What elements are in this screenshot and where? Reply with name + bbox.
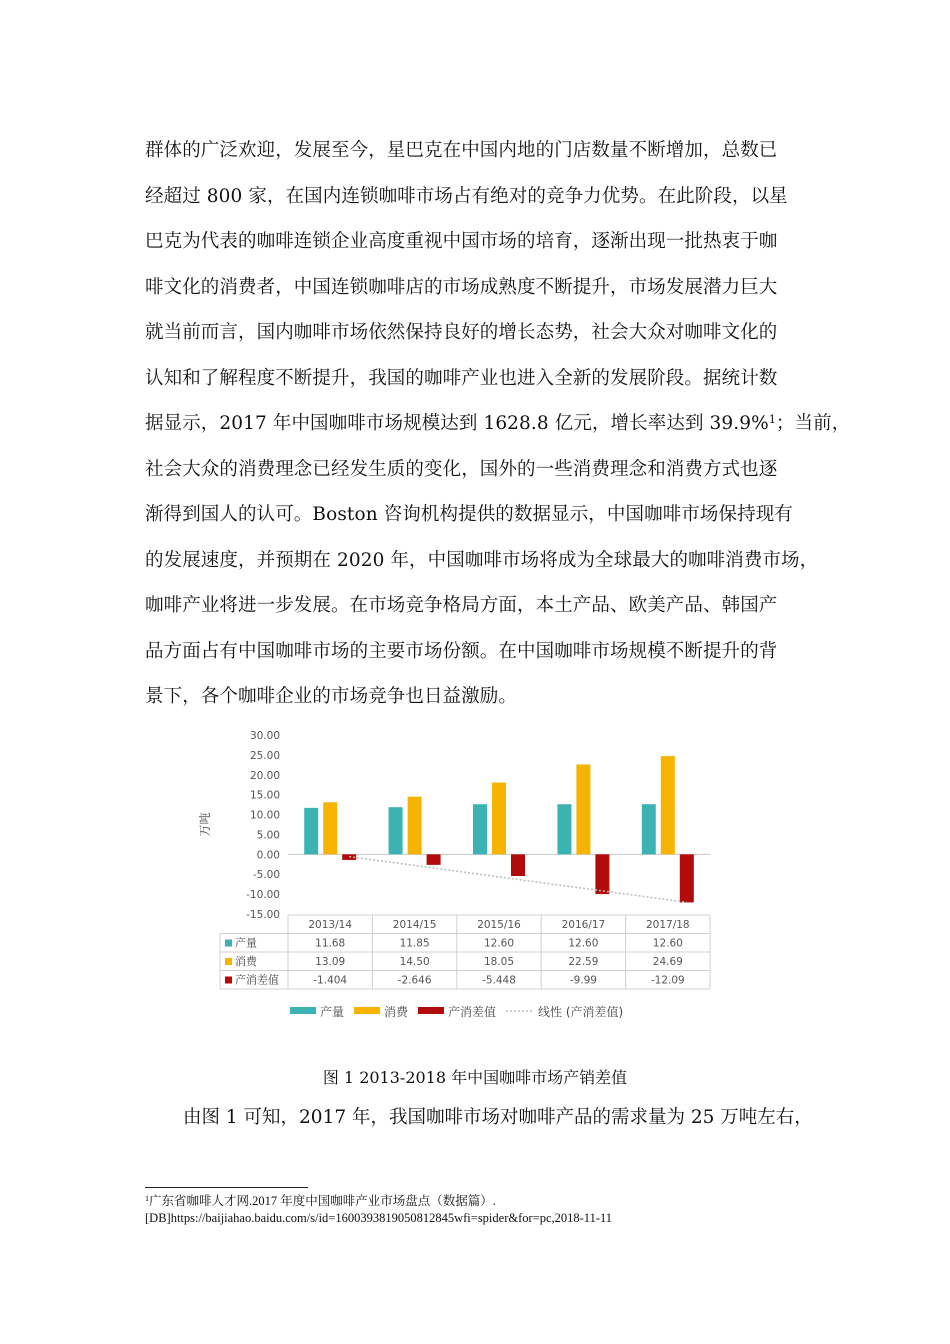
bar-消费-2014/15 xyxy=(408,797,422,855)
table-cell-value: 12.60 xyxy=(568,937,599,950)
y-tick-label: 0.00 xyxy=(256,849,280,862)
table-legend-key-产量 xyxy=(225,940,232,947)
bar-产消差值-2015/16 xyxy=(511,854,525,876)
footnote-mark: 1 xyxy=(145,1194,149,1203)
y-tick-label: 25.00 xyxy=(249,749,280,762)
body-line: 啡文化的消费者，中国连锁咖啡店的市场成熟度不断提升，市场发展潜力巨大 xyxy=(145,276,778,298)
legend-key-产消差值 xyxy=(418,1007,444,1014)
bar-产消差值-2014/15 xyxy=(427,854,441,865)
table-cell-value: -2.646 xyxy=(397,974,432,987)
table-cell-value: -1.404 xyxy=(313,974,348,987)
bar-消费-2013/14 xyxy=(323,802,337,854)
bar-chart xyxy=(195,723,725,1033)
table-cell-value: 12.60 xyxy=(483,937,515,950)
y-tick-label: 15.00 xyxy=(249,789,280,802)
legend-label-trendline: 线性 (产消差值) xyxy=(538,1005,624,1019)
body-line-text: 据显示，2017 年中国咖啡市场规模达到 1628.8 亿元，增长率达到 39.9% xyxy=(145,413,769,434)
figure-chart xyxy=(195,723,725,1033)
footnote-text: 广东省咖啡人才网.2017 年度中国咖啡产业市场盘点（数据篇）. xyxy=(149,1194,496,1208)
table-header-category: 2016/17 xyxy=(561,919,606,931)
table-legend-key-产消差值 xyxy=(225,977,232,984)
bar-产消差值-2016/17 xyxy=(595,854,609,894)
table-cell-value: -9.99 xyxy=(569,974,597,987)
body-line-tail: ；当前， xyxy=(775,413,851,434)
bar-产量-2015/16 xyxy=(473,804,487,854)
body-line: 群体的广泛欢迎，发展至今，星巴克在中国内地的门店数量不断增加，总数已 xyxy=(145,140,778,161)
footnote-line-1 xyxy=(145,1193,845,1210)
footnote xyxy=(145,1193,845,1227)
footnote-url[interactable]: [DB]https://baijiahao.baidu.com/s/id=1600393819050812845wfi=spider&for=pc,2018-11-11 xyxy=(145,1211,613,1225)
table-header-category: 2013/14 xyxy=(308,919,353,931)
y-tick-label: 5.00 xyxy=(256,829,280,842)
bar-产量-2014/15 xyxy=(389,807,403,854)
bar-消费-2016/17 xyxy=(576,764,590,854)
body-line: 品方面占有中国咖啡市场的主要市场份额。在中国咖啡市场规模不断提升的背 xyxy=(145,640,778,662)
body-line: 咖啡产业将进一步发展。在市场竞争格局方面，本土产品、欧美产品、韩国产 xyxy=(145,595,778,616)
table-header-category: 2014/15 xyxy=(392,919,437,931)
citation-mark[interactable]: 1 xyxy=(768,413,776,426)
legend-key-产量 xyxy=(290,1007,316,1014)
footnote-separator xyxy=(145,1187,308,1188)
y-tick-label: 30.00 xyxy=(249,730,280,742)
y-tick-label: -5.00 xyxy=(252,869,280,882)
bar-消费-2015/16 xyxy=(492,783,506,855)
y-axis-label: 万吨 xyxy=(198,812,212,837)
body-line-after-figure: 由图 1 可知，2017 年，我国咖啡市场对咖啡产品的需求量为 25 万吨左右， xyxy=(183,1107,813,1128)
y-tick-label: -15.00 xyxy=(246,909,280,921)
body-line: 经超过 800 家，在国内连锁咖啡市场占有绝对的竞争力优势。在此阶段，以星 xyxy=(145,185,788,207)
y-tick-label: 10.00 xyxy=(249,809,280,822)
table-cell-value: -12.09 xyxy=(650,974,685,987)
body-line: 渐得到国人的认可。Boston 咨询机构提供的数据显示，中国咖啡市场保持现有 xyxy=(145,504,793,525)
table-cell-value: 12.60 xyxy=(652,937,683,950)
body-line: 景下，各个咖啡企业的市场竞争也日益激励。 xyxy=(145,686,518,707)
bar-产消差值-2017/18 xyxy=(680,854,694,902)
table-series-name: 消费 xyxy=(235,955,257,968)
body-line: 认知和了解程度不断提升，我国的咖啡产业也进入全新的发展阶段。据统计数 xyxy=(145,367,778,389)
table-cell-value: 13.09 xyxy=(315,956,346,968)
bar-产量-2017/18 xyxy=(642,804,656,854)
table-cell-value: -5.448 xyxy=(482,974,516,987)
table-cell-value: 22.59 xyxy=(568,956,599,968)
legend-label: 消费 xyxy=(384,1005,409,1019)
bar-产量-2013/14 xyxy=(304,808,318,854)
legend-label: 产量 xyxy=(320,1005,345,1019)
y-tick-label: -10.00 xyxy=(246,889,280,902)
table-cell-value: 14.50 xyxy=(399,956,430,968)
table-legend-key-消费 xyxy=(225,958,232,965)
y-tick-label: 20.00 xyxy=(249,769,280,782)
bar-产量-2016/17 xyxy=(557,804,571,854)
table-header-category: 2015/16 xyxy=(477,919,521,931)
legend-key-消费 xyxy=(354,1007,380,1014)
bar-消费-2017/18 xyxy=(661,756,675,854)
table-cell-value: 24.69 xyxy=(652,956,683,968)
table-cell-value: 18.05 xyxy=(483,956,515,968)
body-line: 巴克为代表的咖啡连锁企业高度重视中国市场的培育，逐渐出现一批热衷于咖 xyxy=(145,231,778,252)
table-cell-value: 11.85 xyxy=(399,937,430,950)
body-line: 就当前而言，国内咖啡市场依然保持良好的增长态势，社会大众对咖啡文化的 xyxy=(145,322,778,343)
table-series-name: 产消差值 xyxy=(235,973,279,987)
legend-label: 产消差值 xyxy=(448,1005,497,1019)
body-line-with-citation xyxy=(145,401,851,447)
figure-caption: 图 1 2013-2018 年中国咖啡市场产销差值 xyxy=(322,1068,628,1087)
body-paragraph xyxy=(145,128,851,720)
table-header-category: 2017/18 xyxy=(645,919,690,931)
body-line: 社会大众的消费理念已经发生质的变化，国外的一些消费理念和消费方式也逐 xyxy=(145,458,778,480)
table-cell-value: 11.68 xyxy=(315,937,346,950)
table-series-name: 产量 xyxy=(235,936,257,950)
body-line: 的发展速度，并预期在 2020 年，中国咖啡市场将成为全球最大的咖啡消费市场， xyxy=(145,549,819,571)
